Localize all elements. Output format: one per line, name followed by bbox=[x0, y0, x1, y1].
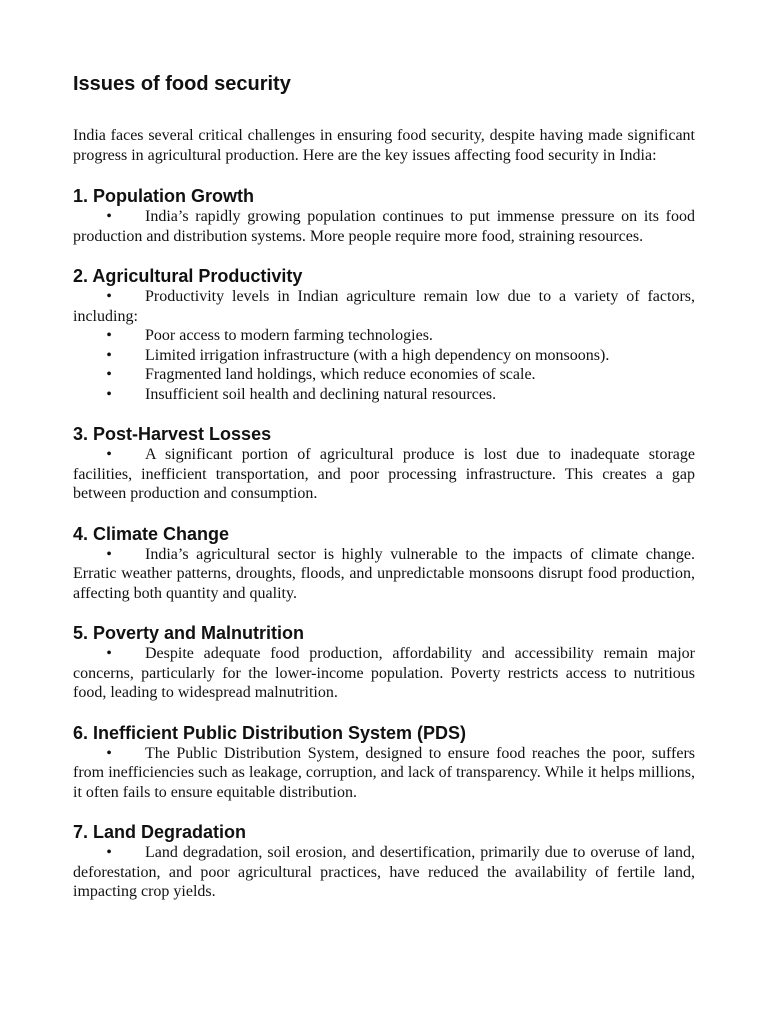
section-agricultural-productivity bbox=[73, 265, 695, 404]
paragraph-text: Productivity levels in Indian agriculture remain low due to a variety of factors, including: bbox=[73, 288, 695, 325]
list-item-text: Poor access to modern farming technologies. bbox=[145, 327, 433, 344]
paragraph-text: Land degradation, soil erosion, and desertification, primarily due to overuse of land, deforestation, and poor agricultural practices, have reduced the availability of fertile land, impacting crop yields. bbox=[73, 844, 695, 900]
bullet-icon: • bbox=[106, 446, 112, 463]
bullet-icon: • bbox=[106, 346, 112, 364]
paragraph-text: The Public Distribution System, designed to ensure food reaches the poor, suffers from inefficiencies such as leakage, corruption, and lack of transparency. While it helps millions, it often fails to ensure equitable distribution. bbox=[73, 744, 695, 801]
paragraph-text: A significant portion of agricultural produce is lost due to inadequate storage facilities, inefficient transportation, and poor processing infrastructure. This creates a gap between production and consumption. bbox=[73, 446, 695, 502]
section-heading: 1. Population Growth bbox=[73, 186, 254, 206]
section-paragraph bbox=[73, 644, 695, 703]
section-public-distribution-system bbox=[73, 722, 695, 803]
paragraph-text: India’s agricultural sector is highly vulnerable to the impacts of climate change. Erratic weather patterns, droughts, floods, and unpredictable monsoons disrupt food production, affecting both quantity and quality. bbox=[73, 545, 695, 602]
bullet-icon: • bbox=[106, 744, 112, 762]
intro-paragraph: India faces several critical challenges in ensuring food security, despite having made significant progress in agricultural production. Here are the key issues affecting food security in India: bbox=[73, 127, 695, 164]
list-item bbox=[73, 365, 695, 385]
list-item bbox=[73, 346, 695, 366]
section-heading: 6. Inefficient Public Distribution System (PDS) bbox=[73, 722, 467, 743]
list-item-text: Insufficient soil health and declining natural resources. bbox=[145, 385, 497, 403]
section-paragraph bbox=[73, 445, 695, 504]
section-paragraph bbox=[73, 287, 695, 326]
section-post-harvest-losses bbox=[73, 423, 695, 504]
bullet-icon: • bbox=[106, 366, 112, 383]
list-item-text: Fragmented land holdings, which reduce economies of scale. bbox=[145, 366, 536, 383]
bullet-icon: • bbox=[106, 645, 112, 662]
section-heading: 5. Poverty and Malnutrition bbox=[73, 623, 305, 643]
bullet-icon: • bbox=[106, 385, 112, 403]
section-paragraph bbox=[73, 207, 695, 246]
page-title: Issues of food security bbox=[73, 73, 291, 95]
bullet-icon: • bbox=[106, 844, 112, 861]
list-item bbox=[73, 326, 695, 346]
bullet-icon: • bbox=[106, 288, 112, 305]
section-heading: 7. Land Degradation bbox=[73, 822, 247, 842]
section-heading: 4. Climate Change bbox=[73, 523, 230, 544]
section-poverty-malnutrition bbox=[73, 622, 695, 703]
document-page bbox=[73, 70, 695, 921]
list-item-text: Limited irrigation infrastructure (with a high dependency on monsoons). bbox=[145, 346, 610, 364]
section-population-growth bbox=[73, 185, 695, 246]
section-heading: 3. Post-Harvest Losses bbox=[73, 424, 272, 444]
section-land-degradation bbox=[73, 821, 695, 902]
bullet-icon: • bbox=[106, 208, 112, 225]
paragraph-text: Despite adequate food production, affordability and accessibility remain major concerns, particularly for the lower-income population. Poverty restricts access to nutritious food, leading to widespread malnutrition. bbox=[73, 645, 695, 701]
bullet-icon: • bbox=[106, 327, 112, 344]
factor-list bbox=[73, 326, 695, 404]
section-heading: 2. Agricultural Productivity bbox=[73, 266, 303, 286]
bullet-icon: • bbox=[106, 545, 112, 563]
section-climate-change bbox=[73, 523, 695, 604]
section-paragraph bbox=[73, 843, 695, 902]
paragraph-text: India’s rapidly growing population continues to put immense pressure on its food production and distribution systems. More people require more food, straining resources. bbox=[73, 208, 695, 245]
section-paragraph bbox=[73, 744, 695, 803]
section-paragraph bbox=[73, 545, 695, 604]
list-item bbox=[73, 385, 695, 405]
